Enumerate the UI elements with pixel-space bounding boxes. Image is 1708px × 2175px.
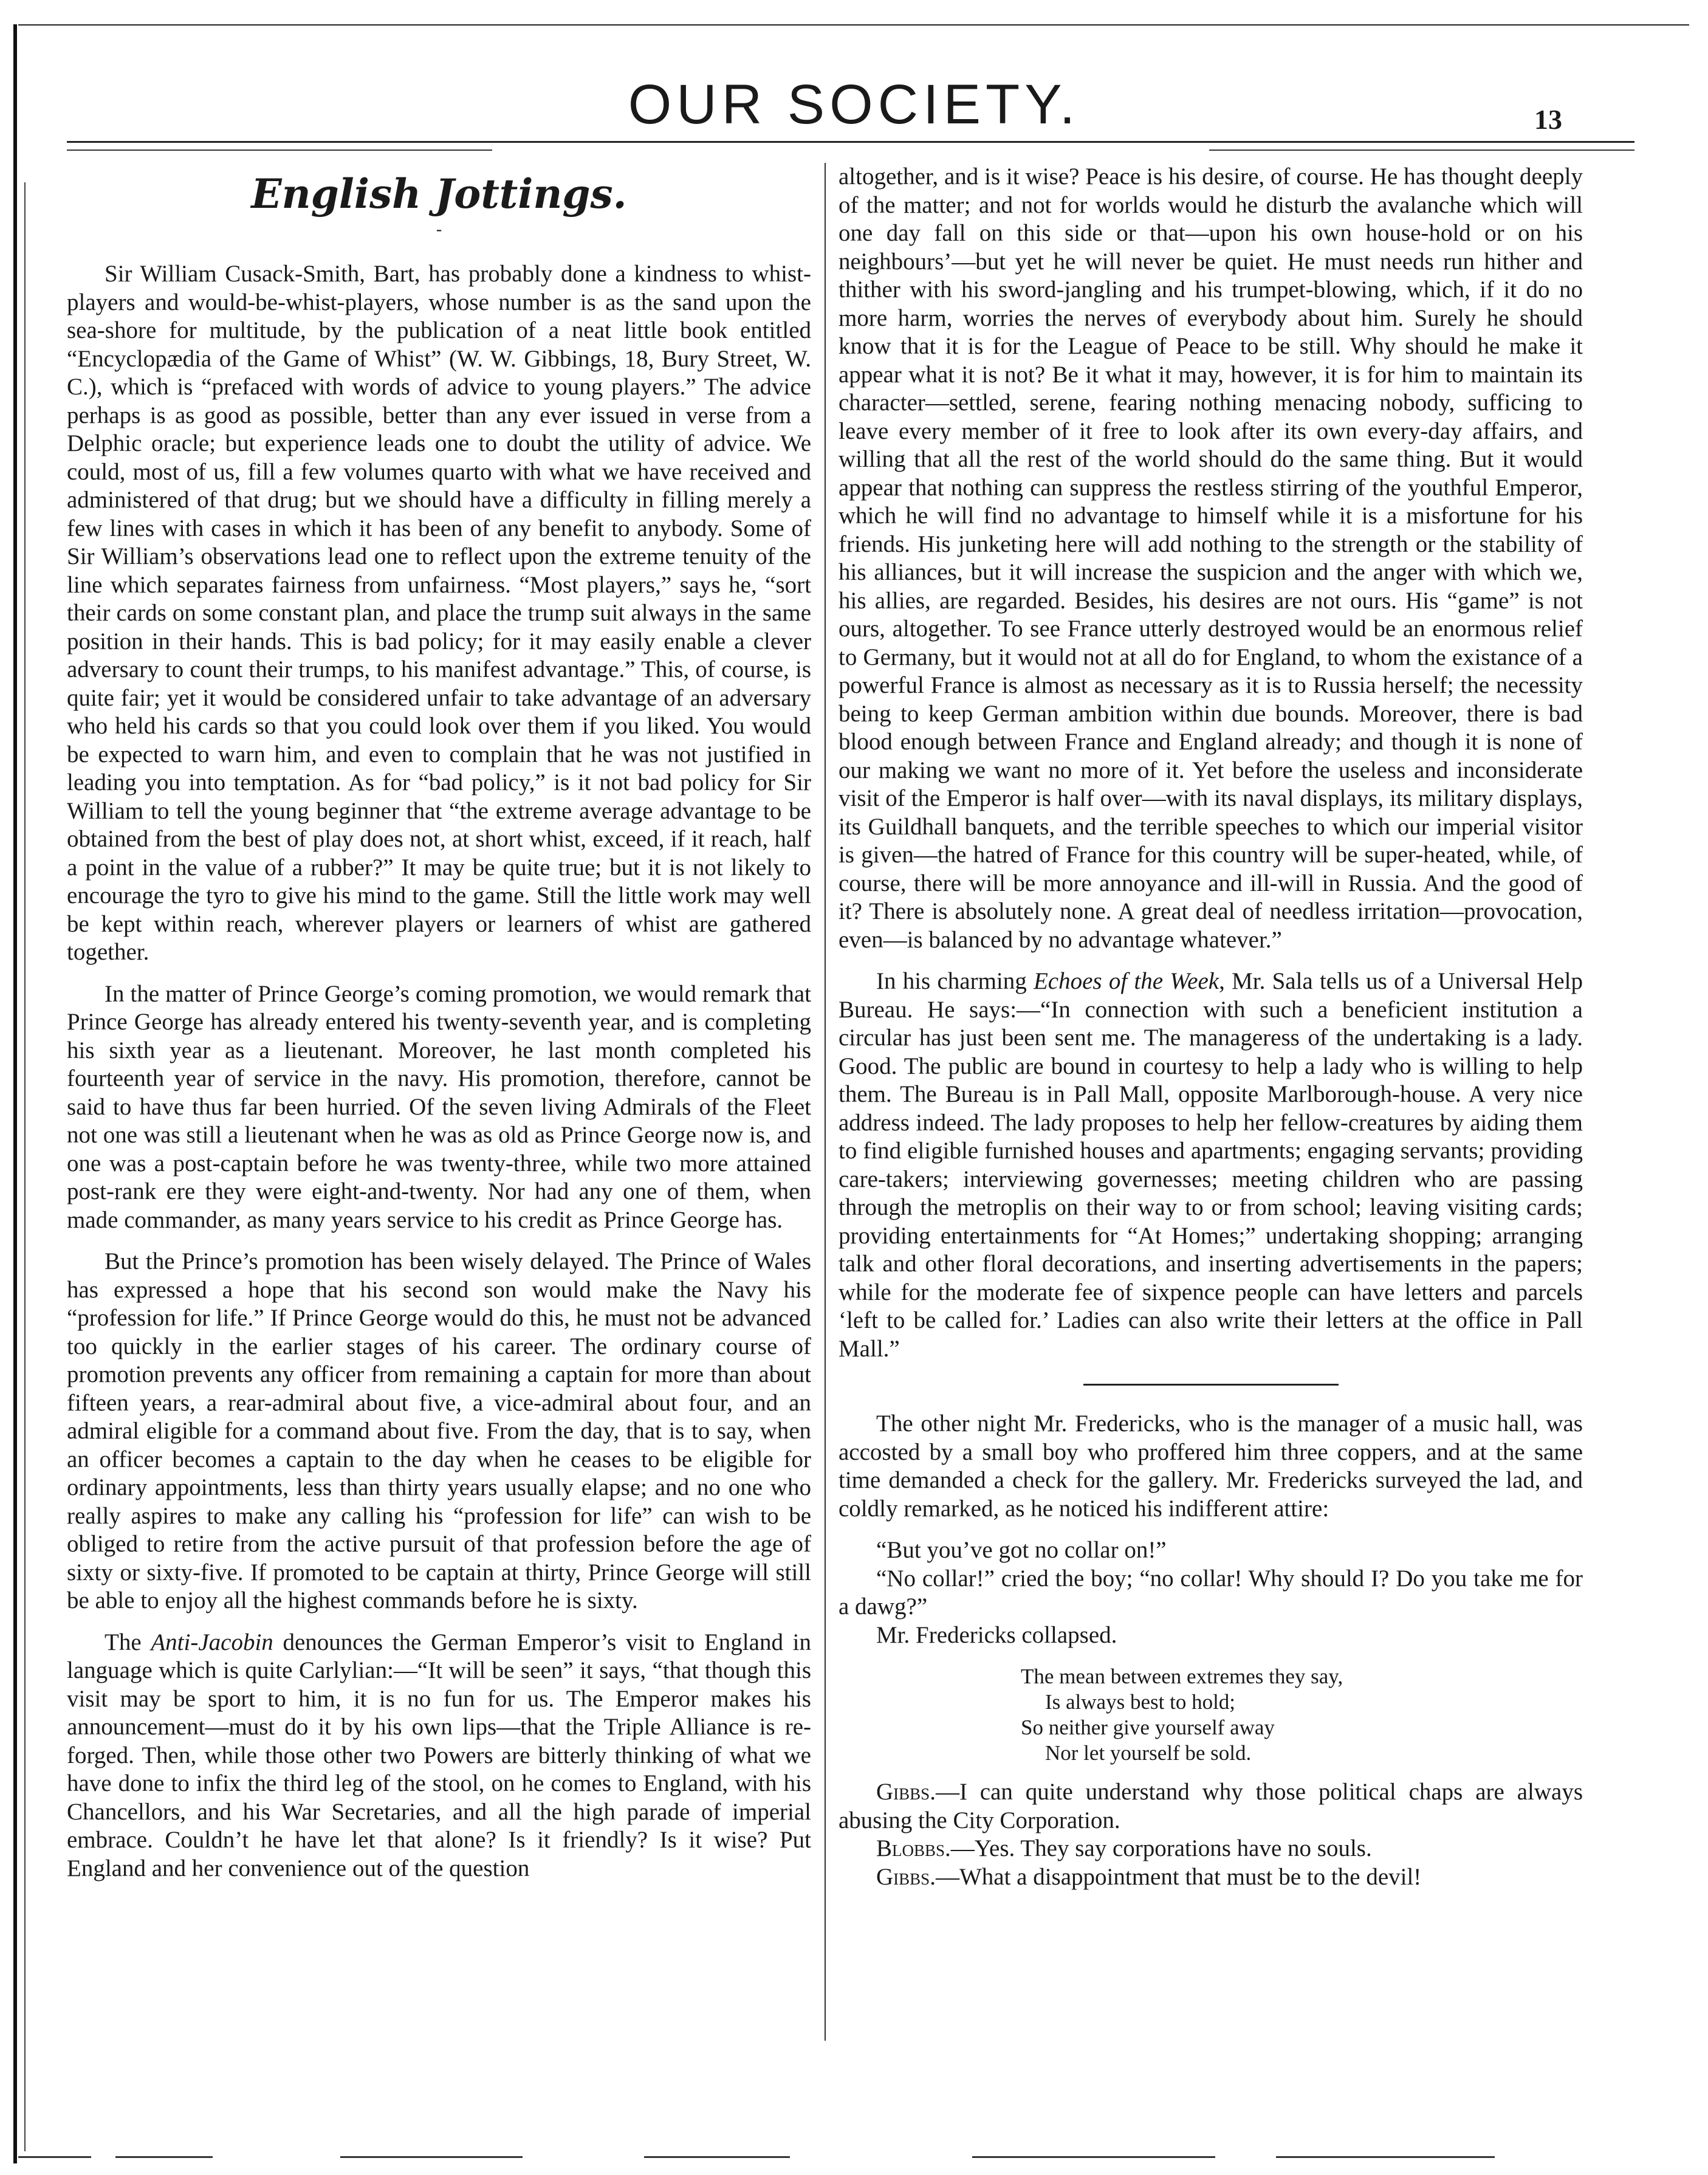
paragraph-whist: Sir William Cusack-Smith, Bart, has probably done a kindness to whist-players and would-be-whist-players, whose number is as the sand upon the sea-shore for multitude, by the publication of a neat little book entitled “Encyclopædia of the Game of Whist” (W. W. Gibbings, 18, Bury Street, W. C.), which is “prefaced with words of advice to young players.” The advice perhaps is as good as possible, better than any ever issued in verse from a Delphic oracle; but experience leads one to doubt the utility of advice. We could, most of us, fill a few volumes quarto with what we have received and administered of that drug; but we should have a difficulty in filling merely a few lines with cases in which it has been of any benefit to anybody. Some of Sir William’s observations lead one to reflect upon the extreme tenuity of the line which separates fairness from unfairness. “Most players,” says he, “sort their cards on some constant plan, and place the trump suit always in the same position in their hands. This is bad policy; for it may easily enable a clever adversary to count their trumps, to his manifest advantage.” This, of course, is quite fair; yet it would be considered unfair to take advantage of an adversary who held his cards so that you could look over them if you liked. You would be expected to warn him, and even to complain that he was not justified in leading you into temptation. As for “bad policy,” is it not bad policy for Sir William to tell the young beginner that “the extreme average advantage to be obtained from the best of play does not, at short whist, exceed, if it reach, half a point in the value of a rubber?” It may be quite true; but it is not likely to encourage the tyro to give his mind to the game. Still the little work may well be kept within reach, wherever players or learners of whist are gathered together. bbox=[67, 261, 811, 965]
dialogue-text: —Yes. They say corporations have no souls. bbox=[950, 1835, 1372, 1861]
bottom-dash bbox=[644, 2156, 790, 2158]
poem bbox=[1021, 1664, 1583, 1766]
column-divider bbox=[825, 163, 826, 2041]
paragraph-emperor-continued: altogether, and is it wise? Peace is his desire, of course. He has thought deeply of the matter; and not for worlds would he disturb the avalanche which will one day fall on this side or that—upon his own house-hold or on his neighbours’—but yet he will never be quiet. He must needs run hither and thither with his sword-jangling and his trumpet-blowing, which, if it do no more harm, worries the nerves of everybody about him. Surely he should know that it is for the League of Peace to be still. Why should he make it appear what it is not? Be it what it may, however, it is for him to maintain its character—settled, serene, fearing nothing menacing nobody, sufficing to leave every member of it free to look after its own every-day affairs, and willing that all the rest of the world should do the same thing. But it would appear that nothing can suppress the restless stirring of the youthful Emperor, which he will find no advantage to himself while it is a misfortune for his friends. His junketing here will add nothing to the strength or the stability of his alliances, but it will increase the suspicion and the anger with which we, his allies, are regarded. Besides, his desires are not ours. His “game” is not ours, altogether. To see France utterly destroyed would be an enormous relief to Germany, but it would not at all do for England, to whom the existance of a powerful France is almost as necessary as it is to Russia herself; the necessity being to keep German ambition within due bounds. Moreover, there is bad blood enough between France and England already; and though it is none of our making we want no more of it. Yet before the useless and inconsiderate visit of the Emperor is half over—with its naval displays, its military displays, its Guildhall banquets, and the terrible speeches to which our imperial visitor is given—the hatred of France for this country will be super-heated, while, of course, there will be more annoyance and ill-will in Russia. And the good of it? There is absolutely none. A great deal of needless irritation—provocation, even—is balanced by no advantage whatever.” bbox=[839, 163, 1583, 953]
paragraph-promotion: But the Prince’s promotion has been wisely delayed. The Prince of Wales has expressed a hope that his second son would make the Navy his “profession for life.” If Prince George would do this, he must not be advanced too quickly in the earlier stages of his career. The ordinary course of promotion prevents any officer from remaining a captain for more than about fifteen years, a rear-admiral about five, a vice-admiral about four, and an admiral eligible for a command about five. From the day, that is to say, when an officer becomes a captain to the day when he ceases to be eligible for ordinary appointments, less than thirty years usually elapse; and no one who really aspires to make any calling his “profession for life” can wish to be obliged to retire from the active pursuit of that profession before the age of sixty or sixty-five. If promoted to be captain at thirty, Prince George will still be able to enjoy all the highest commands before he is sixty. bbox=[67, 1248, 811, 1613]
fredericks-line-1: “But you’ve got no collar on!” bbox=[876, 1537, 1167, 1563]
fredericks-line-2: “No collar!” cried the boy; “no collar! Why should I? Do you take me for a dawg?” bbox=[839, 1565, 1583, 1620]
bottom-dash bbox=[1276, 2156, 1495, 2158]
dialogue-line bbox=[839, 1835, 1583, 1863]
anti-jacobin-lead: The bbox=[105, 1629, 151, 1655]
dialogue-line bbox=[839, 1863, 1583, 1892]
paragraph-fredericks: The other night Mr. Fredericks, who is the manager of a music hall, was accosted by a small boy who proffered him three coppers, and at the same time demanded a check for the gallery. Mr. Fredericks surveyed the lad, and coldly remarked, as he noticed his indifferent attire: bbox=[839, 1410, 1583, 1522]
paragraph-prince-george: In the matter of Prince George’s coming promotion, we would remark that Prince George has already entered his twenty-seventh year, and is completing his sixth year as a lieutenant. Moreover, he last month completed his fourteenth year of service in the navy. His promotion, therefore, cannot be said to have thus far been hurried. Of the seven living Admirals of the Fleet not one was still a lieutenant when he was as old as Prince George now is, and one was a post-captain before he was twenty-three, while two more attained post-rank ere they were eight-and-twenty. Nor had any one of them, when made commander, as many years service to his credit as Prince George has. bbox=[67, 980, 811, 1233]
binding-edge bbox=[13, 24, 17, 2163]
dialogue-speaker: Gibbs. bbox=[876, 1863, 936, 1890]
echoes-text: , Mr. Sala tells us of a Universal Help Bureau. He says:—“In connection with such a beneficient institution a circular has just been sent me. The manageress of the undertaking is a lady. Good. The public are bound in courtesy to help a lady who is willing to help them. The Bureau is in Pall Mall, opposite Marlborough-house. A very nice address indeed. The lady proposes to help her fellow-creatures by aiding them to find eligible furnished houses and apartments; engaging servants; providing care-takers; interviewing governesses; meeting children who are passing through the metroplis on their way to or from school; leaving visiting cards; providing entertainments for “At Homes;” undertaking shopping; arranging talk and other floral decorations, and inserting advertisements in the papers; while for the moderate fee of sixpence people can have letters and parcels ‘left to be called for.’ Ladies can also write their letters at the office in Pall Mall.” bbox=[839, 968, 1583, 1362]
anti-jacobin-text: denounces the German Emperor’s visit to England in language which is quite Carlylian:—“It will be seen” it says, “that though this visit may be sport to him, it is no fun for us. The Emperor makes his announcement—must do it by his own lips—that the Triple Alliance is re-forged. Then, while those other two Powers are bitterly thinking of what we have done to infix the third leg of the stool, on he comes to England, with his Chancellors, and his War Secretaries, and all the high parade of imperial embrace. Couldn’t he have let that alone? Is it friendly? Is it wise? Put England and her convenience out of the question bbox=[67, 1629, 811, 1881]
dialogue-text: —What a disappointment that must be to the devil! bbox=[935, 1863, 1422, 1890]
page-number: 13 bbox=[1534, 104, 1562, 135]
echoes-title: Echoes of the Week bbox=[1033, 968, 1219, 994]
dialogue-speaker: Gibbs. bbox=[876, 1779, 936, 1805]
poem-line: So neither give yourself away bbox=[1021, 1716, 1275, 1739]
poem-line: Is always best to hold; bbox=[1045, 1690, 1236, 1714]
section-rule bbox=[1083, 1384, 1339, 1386]
dialogue-text: —I can quite understand why those political chaps are always abusing the City Corporation. bbox=[839, 1779, 1583, 1833]
right-column bbox=[839, 163, 1583, 1891]
dialogue-speaker: Blobbs. bbox=[876, 1835, 951, 1861]
bottom-dash bbox=[18, 2156, 91, 2158]
header-dash-right bbox=[1209, 149, 1634, 151]
paragraph-echoes bbox=[839, 967, 1583, 1363]
dialogue-line bbox=[839, 1778, 1583, 1835]
paragraph-anti-jacobin bbox=[67, 1629, 811, 1883]
poem-line: Nor let yourself be sold. bbox=[1045, 1741, 1252, 1765]
left-column bbox=[67, 163, 811, 1896]
article-title: English Jottings. bbox=[251, 170, 627, 218]
echoes-lead: In his charming bbox=[876, 968, 1034, 994]
header-dash-left bbox=[67, 149, 492, 151]
masthead-title: OUR SOCIETY. bbox=[628, 74, 1080, 136]
binding-edge-inner bbox=[24, 182, 26, 2151]
top-rule bbox=[18, 24, 1689, 26]
title-ornament: - bbox=[436, 220, 442, 239]
anti-jacobin-title: Anti-Jacobin bbox=[151, 1629, 273, 1655]
bottom-dash bbox=[115, 2156, 213, 2158]
bottom-dash bbox=[972, 2156, 1215, 2158]
header-rule bbox=[67, 141, 1634, 143]
fredericks-line-3: Mr. Fredericks collapsed. bbox=[876, 1621, 1117, 1648]
bottom-dash bbox=[340, 2156, 523, 2158]
poem-line: The mean between extremes they say, bbox=[1021, 1665, 1343, 1688]
